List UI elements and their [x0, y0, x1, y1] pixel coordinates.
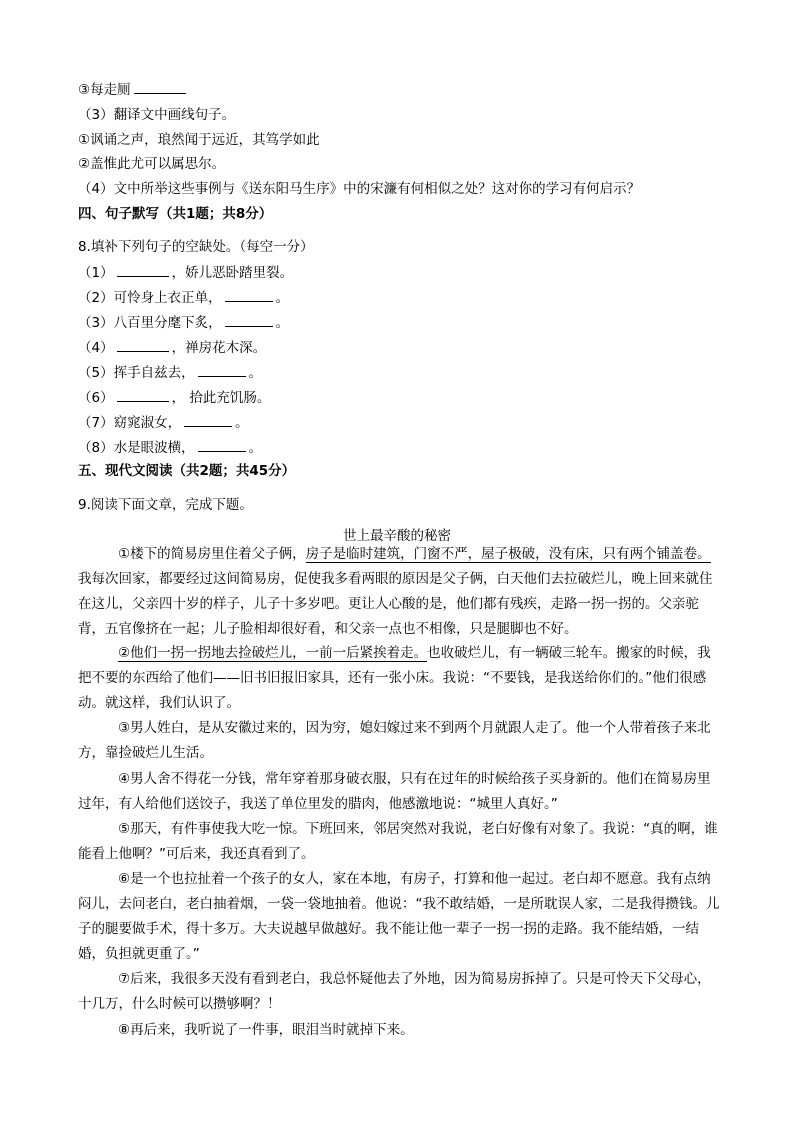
article-paragraph-8: ⑧再后来，我听说了一件事，眼泪当时就掉下来。 [118, 1022, 414, 1038]
q7-sentence-1: ①讽诵之声，琅然闻于远近，其笃学如此 [78, 132, 320, 148]
q8-item-1: （1） ，娇儿恶卧踏里裂。 [78, 265, 294, 281]
answer-blank[interactable] [198, 363, 246, 377]
q7-sub3: （3）翻译文中画线句子。 [78, 107, 236, 123]
article-paragraph-1: ①楼下的简易房里住着父子俩，房子是临时建筑，门窗不严，屋子极破，没有床，只有两个铺盖卷。我每次回家，都要经过这间简易房，促使我多看两眼的原因是父子俩，白天他们去拉破烂儿，晚上回来就住在这儿，父亲四十岁的样子，儿子十多岁吧。更让人心酸的是，他们都有残疾，走路一拐一拐的。父亲驼背，五官像挤在一起；儿子脸相却很好看，和父亲一点也不相像，只是腿脚也不好。 [78, 546, 713, 637]
underlined-sentence: 房子是临时建筑，门窗不严，屋子极破，没有床，只有两个铺盖卷。 [305, 546, 711, 562]
q7-sub4: （4）文中所举这些事例与《送东阳马生序》中的宋濂有何相似之处？这对你的学习有何启示？ [78, 181, 641, 197]
section-4-heading: 四、句子默写（共1题；共8分） [78, 206, 273, 222]
q8-item-5: （5）挥手自兹去， 。 [78, 365, 263, 381]
answer-blank[interactable] [117, 388, 169, 402]
answer-blank[interactable] [198, 438, 246, 452]
answer-blank[interactable] [225, 313, 273, 327]
answer-blank[interactable] [117, 338, 169, 352]
section-5-heading: 五、现代文阅读（共2题；共45分） [78, 463, 296, 479]
q7-item3: ③每走厕 [78, 80, 189, 99]
q8-item-8: （8）水是眼波横， 。 [78, 440, 263, 456]
answer-blank[interactable] [184, 413, 232, 427]
article-paragraph-4: ④男人舍不得花一分钱，常年穿着那身破衣服，只有在过年的时候给孩子买身新的。他们在简易房里过年，有人给他们送饺子，我送了单位里发的腊肉，他感激地说：“城里人真好。” [78, 771, 711, 812]
q8-item-3: （3）八百里分麾下炙， 。 [78, 315, 290, 331]
answer-blank[interactable] [225, 288, 273, 302]
q7-sentence-2: ②盖惟此尤可以属思尔。 [78, 156, 226, 172]
article-paragraph-3: ③男人姓白，是从安徽过来的，因为穷，媳妇嫁过来不到两个月就跟人走了。他一个人带着孩子来北方，靠捡破烂儿生活。 [78, 720, 711, 761]
q8-stem: 8.填补下列句子的空缺处。（每空一分） [78, 239, 314, 255]
q8-item-7: （7）窈窕淑女， 。 [78, 415, 249, 431]
q8-item-4: （4） ，禅房花木深。 [78, 340, 267, 356]
article-paragraph-2: ②他们一拐一拐地去捡破烂儿，一前一后紧挨着走。也收破烂儿，有一辆破三轮车。搬家的时候，我把不要的东西给了他们——旧书旧报旧家具，还有一张小床。我说：“不要钱，是我送给你们的。”他们很感动。就这样，我们认识了。 [78, 645, 711, 711]
answer-blank[interactable] [117, 263, 169, 277]
q8-item-6: （6） ， 拾此充饥肠。 [78, 390, 271, 406]
answer-blank[interactable] [134, 80, 186, 94]
q8-item-2: （2）可怜身上衣正单， 。 [78, 290, 290, 306]
article-paragraph-7: ⑦后来，我很多天没有看到老白，我总怀疑他去了外地，因为简易房拆掉了。只是可怜天下父母心，十几万，什么时候可以攒够啊？！ [78, 971, 711, 1012]
q9-stem: 9.阅读下面文章，完成下题。 [78, 497, 253, 513]
article-paragraph-6: ⑥是一个也拉扯着一个孩子的女人，家在本地，有房子，打算和他一起过。老白却不愿意。我有点纳闷儿，去问老白，老白抽着烟，一袋一袋地抽着。他说：“我不敢结婚，一是所耽误人家，二是我得攒钱。儿子的腿要做手术，得十多万。大夫说越早做越好。我不能让他一辈子一拐一拐的走路。我不能结婚，一结婚，负担就更重了。” [78, 871, 720, 962]
underlined-sentence: ②他们一拐一拐地去捡破烂儿，一前一后紧挨着走。 [118, 645, 428, 661]
article-paragraph-5: ⑤那天，有件事使我大吃一惊。下班回来，邻居突然对我说，老白好像有对象了。我说：“真的啊，谁能看上他啊？”可后来，我还真看到了。 [78, 821, 718, 862]
article-title: 世上最辛酸的秘密 [343, 528, 451, 544]
